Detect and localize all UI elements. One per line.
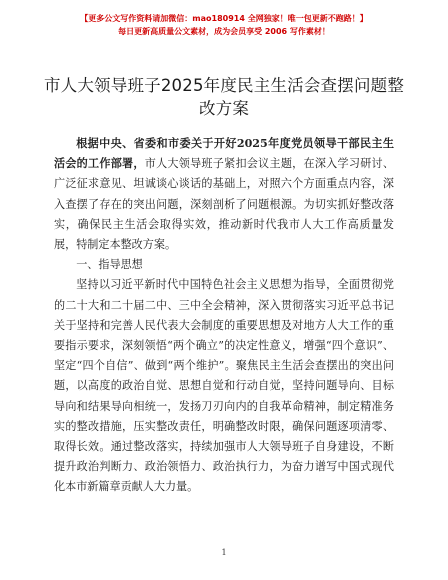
intro-lead-text: 根据中央、省委和市委关于开好2025年度党员领导干部民主生活会的工作部署， bbox=[54, 137, 394, 171]
section-1-paragraph: 坚持以习近平新时代中国特色社会主义思想为指导，全面贯彻党的二十大和二十届二中、三中全会精神，深入贯彻落实习近平总书记关于坚持和完善人民代表大会制度的重要思想及对地方人大工作的重要指示要求，深刻领悟“两个确立”的决定性意义，增强“四个意识”、坚定“四个自信”、做到“两个维护”。聚焦民主生活会查摆出的突出问题，以高度的政治自觉、思想自觉和行动自觉，坚持问题导向、目标导向和结果导向相统一，发扬刀刃向内的自我革命精神，制定精准务实的整改措施，压实整改责任，明确整改时限，确保问题逐项清零、取得长效。通过整改落实，持续加强市人大领导班子自身建设，不断提升政治判断力、政治领悟力、政治执行力，为奋力谱写中国式现代化本市新篇章贡献人大力量。 bbox=[54, 278, 394, 494]
section-1-heading: 一、指导思想 bbox=[76, 258, 143, 272]
document-body bbox=[54, 134, 394, 498]
promo-banner-line-2: 每日更新高质量公文素材，成为会员享受 2006 写作素材！ bbox=[118, 27, 330, 36]
document-title: 市人大领导班子2025年度民主生活会查摆问题整改方案 bbox=[43, 76, 405, 118]
page-number: 1 bbox=[221, 548, 227, 557]
promo-banner bbox=[0, 12, 448, 38]
intro-rest-text: 市人大领导班子紧扣会议主题，在深入学习研讨、广泛征求意见、坦诚谈心谈话的基础上，对照六个方面重点内容，深入查摆了存在的突出问题，深刻剖析了问题根源。为切实抓好整改落实，确保民主生活会取得实效，推动新时代我市人大工作高质量发展，特制定本整改方案。 bbox=[54, 157, 394, 252]
promo-banner-line-1: 【更多公文写作资料请加微信：mao180914 全网独家！唯一包更新不跑路！】 bbox=[80, 14, 368, 23]
intro-paragraph bbox=[54, 134, 394, 255]
